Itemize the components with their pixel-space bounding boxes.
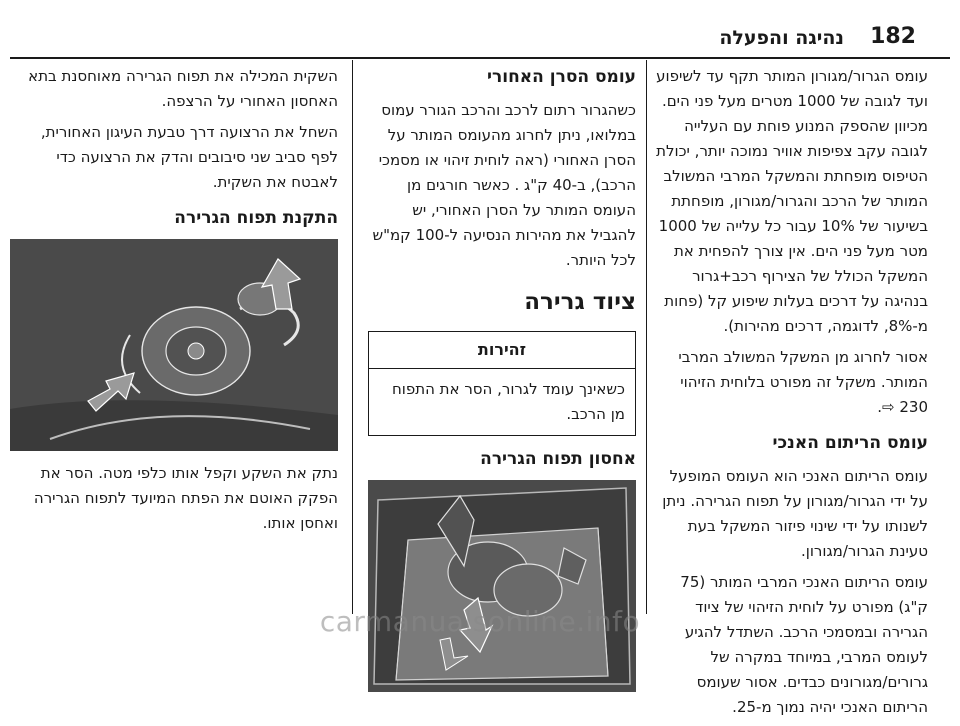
warning-title: זהירות: [369, 332, 635, 369]
column-divider-left: [352, 60, 353, 614]
trunk-storage-drawing: [368, 480, 636, 692]
column-divider-right: [646, 60, 647, 614]
left-column: [10, 64, 338, 542]
paragraph-max-combined-weight: אסור לחרוג מן המשקל המשולב המרבי המותר. משקל זה מפורט בלוחית הזיהוי 230 ⇨.: [678, 348, 928, 416]
paragraph-strap: השחל את הרצועה דרך טבעת העיגון האחורית, לפף סביב שני סיבובים והדק את הרצועה כדי לאבטח את השקית.: [40, 123, 338, 191]
paragraph-install-steps: נתק את השקע וקפל אותו כלפי מטה. הסר את הפקק האוטם את הפתח המיועד לתפוח הגרירה ואחסן אותו.: [33, 464, 338, 532]
paragraph-bag-storage: השקית המכילה את תפוח הגרירה מאוחסנת בתא האחסון האחורי על הרצפה.: [28, 67, 338, 110]
page-header: [0, 0, 960, 58]
paragraph-vertical-load-definition: עומס הריתום האנכי הוא העומס המופעל על ידי הגרור/מגורון על תפוח הגרירה. ניתן לשנותו על ידי שינוי פיזור המשקל בעת טעינת הגרור/מגורון.: [662, 467, 928, 560]
heading-vertical-load: עומס הריתום האנכי: [772, 433, 928, 453]
warning-box: [368, 331, 636, 436]
page-number: 182: [870, 24, 916, 49]
hitch-socket-illustration: [10, 239, 338, 451]
hitch-socket-drawing: [10, 239, 338, 451]
trunk-storage-illustration: [368, 480, 636, 692]
heading-towing-equipment: ציוד גרירה: [524, 289, 636, 315]
heading-storage: אחסון תפוח הגרירה: [480, 449, 636, 469]
warning-text: כשאינך עומד לגרור, הסר את התפוח מן הרכב.: [392, 380, 625, 423]
heading-rear-axle-load: עומס הסרן האחורי: [487, 67, 636, 87]
paragraph-trailer-load: עומס הגרור/מגורון המותר תקף עד לשיפוע ועד לגובה של 1000 מטרים מעל פני הים. מכיוון שהספק המנוע פוחת עם העלייה לגובה עקב צפיפות אוויר נמוכה יותר, יכולת הטיפוס מופחתת והמשקל המרבי המשולב המותר של הרכב והגרור/מגורון, מופחתת בשיעור של 10% עבור כל עלייה של 1000 מטר מעל פני הים. אין צורך להפחית את המשקל הכולל של הצירוף רכב+גרור בנהיגה על דרכים בעלות שיפוע קל (פחות מ-8%, לדוגמה, דרכים מהירות).: [656, 67, 928, 335]
header-rule: [10, 57, 950, 59]
paragraph-rear-axle-load: כשהגרור רתום לרכב והרכב הגורר עמוס במלואו, ניתן לחרוג מהעומס המותר על הסרן האחורי (ראה לוחית זיהוי או מסמכי הרכב), ב-40 ק"ג . כאשר חורגים מן העומס המותר על הסרן האחורי, יש להגביל את מהירות הנסיעה ל-100 קמ"ש לכל היותר.: [372, 101, 636, 269]
paragraph-vertical-load-max: עומס הריתום האנכי המרבי המותר (75 ק"ג) מפורט על לוחית הזיהוי של ציוד הגרירה ובמסמכי הרכב. השתדל להגיע לעומס המרבי, במיוחד במקרה של גרורים/מגורונים כבדים. אסור שעומס הריתום האנכי יהיה נמוך מ-25.: [680, 573, 928, 716]
page-title: נהיגה והפעלה: [719, 27, 844, 49]
heading-install-hitch: התקנת תפוח הגרירה: [174, 208, 338, 228]
watermark: carmanualsonline.info: [319, 605, 641, 638]
